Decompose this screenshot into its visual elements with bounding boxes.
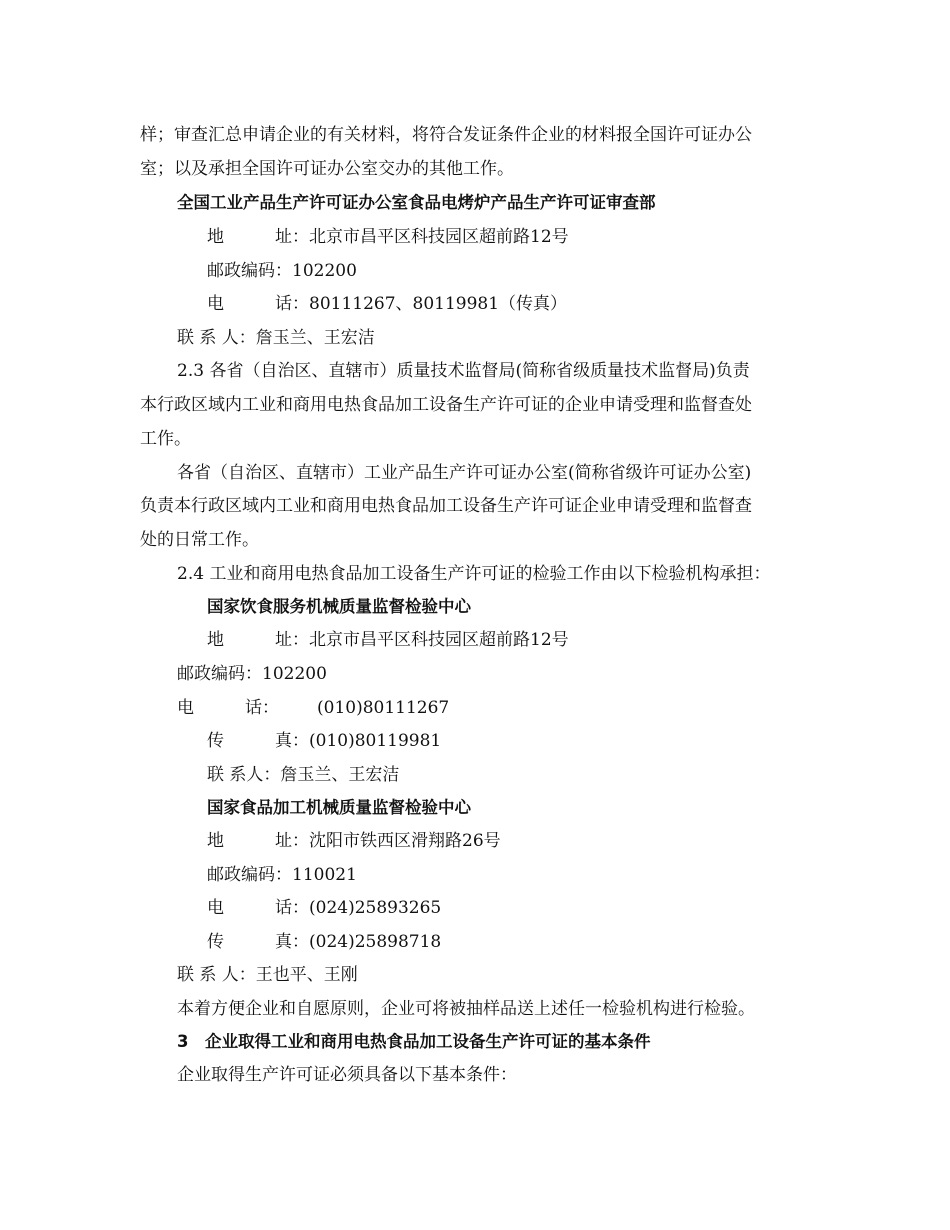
paragraph-line: 负责本行政区域内工业和商用电热食品加工设备生产许可证企业申请受理和监督查	[140, 496, 752, 516]
phone-line	[207, 293, 567, 315]
section-heading: 全国工业产品生产许可证办公室食品电烤炉产品生产许可证审查部	[177, 193, 656, 212]
fax-value: (010)80119981	[309, 731, 442, 751]
postcode-line: 邮政编码：110021	[207, 865, 357, 885]
fax-label: 传 真：	[207, 932, 309, 952]
paragraph-line: 企业取得生产许可证必须具备以下基本条件：	[177, 1065, 517, 1085]
paragraph-line: 样；审查汇总申请企业的有关材料，将符合发证条件企业的材料报全国许可证办公	[140, 125, 752, 145]
phone-label: 电 话：	[177, 698, 279, 718]
fax-label: 传 真：	[207, 731, 309, 751]
paragraph-line: 处的日常工作。	[140, 530, 259, 550]
postcode-line: 邮政编码：102200	[177, 664, 327, 684]
postcode-line: 邮政编码：102200	[207, 261, 357, 281]
contact-line: 联 系 人：詹玉兰、王宏洁	[177, 328, 375, 348]
contact-line: 联 系人：詹玉兰、王宏洁	[207, 765, 400, 785]
paragraph-line: 本行政区域内工业和商用电热食品加工设备生产许可证的企业申请受理和监督查处	[140, 395, 752, 415]
phone-value: 80111267、80119981（传真）	[309, 294, 568, 314]
paragraph-line: 各省（自治区、直辖市）工业产品生产许可证办公室(简称省级许可证办公室)	[177, 463, 752, 483]
paragraph-line: 2.3 各省（自治区、直辖市）质量技术监督局(简称省级质量技术监督局)负责	[177, 361, 750, 381]
address-value: 北京市昌平区科技园区超前路12号	[309, 227, 569, 247]
section-heading: 国家食品加工机械质量监督检验中心	[207, 798, 471, 817]
address-value: 沈阳市铁西区滑翔路26号	[309, 831, 501, 851]
paragraph-line: 工作。	[140, 429, 191, 449]
section-heading: 国家饮食服务机械质量监督检验中心	[207, 597, 471, 616]
phone-line	[207, 897, 441, 919]
address-label: 地 址：	[207, 630, 309, 650]
phone-line	[177, 697, 449, 719]
address-label: 地 址：	[207, 831, 309, 851]
paragraph-line: 本着方便企业和自愿原则，企业可将被抽样品送上述任一检验机构进行检验。	[177, 999, 755, 1019]
section-heading: 3 企业取得工业和商用电热食品加工设备生产许可证的基本条件	[177, 1032, 651, 1051]
paragraph-line: 2.4 工业和商用电热食品加工设备生产许可证的检验工作由以下检验机构承担：	[177, 564, 771, 584]
phone-value: (024)25893265	[309, 898, 442, 918]
fax-line	[207, 931, 441, 953]
phone-value: (010)80111267	[317, 698, 450, 718]
fax-value: (024)25898718	[309, 932, 442, 952]
address-value: 北京市昌平区科技园区超前路12号	[309, 630, 569, 650]
address-line	[207, 629, 569, 651]
paragraph-line: 室；以及承担全国许可证办公室交办的其他工作。	[140, 159, 514, 179]
address-label: 地 址：	[207, 227, 309, 247]
phone-label: 电 话：	[207, 898, 309, 918]
address-line	[207, 226, 569, 248]
contact-line: 联 系 人：王也平、王刚	[177, 965, 358, 985]
address-line	[207, 830, 501, 852]
phone-label: 电 话：	[207, 294, 309, 314]
fax-line	[207, 730, 441, 752]
